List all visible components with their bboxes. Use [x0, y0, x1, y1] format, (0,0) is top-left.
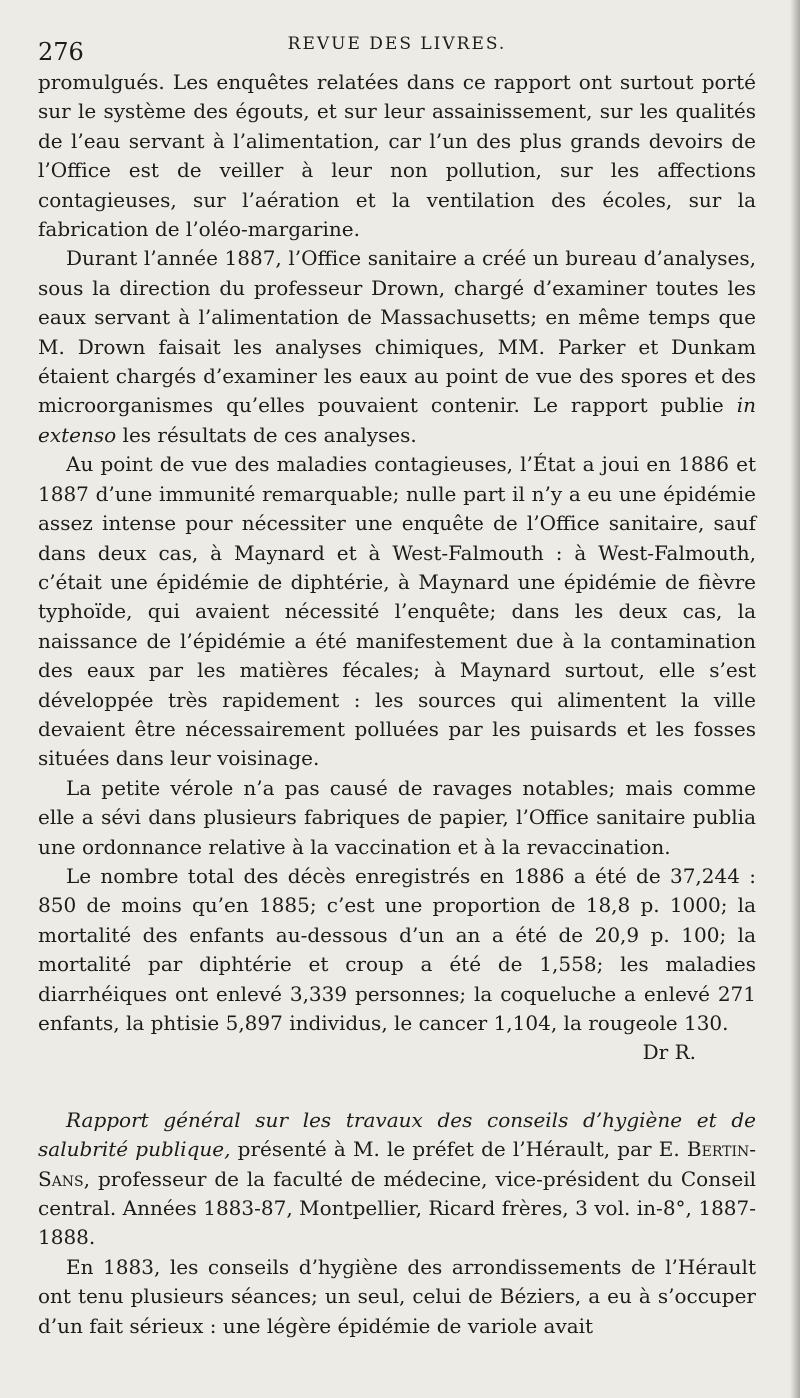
review-details: professeur de la faculté de médecine, vice-président du Conseil central. Années 1883-87, Montpellier, Ricard frères, 3 vol. in-8°, 1887-1888. [38, 1166, 756, 1250]
paragraph-analysis-bureau [38, 244, 756, 450]
running-head [38, 20, 756, 68]
review-text: présenté à M. le préfet de l’Hérault, par E. [237, 1137, 680, 1162]
paragraph-smallpox: La petite vérole n’a pas causé de ravages notables; mais comme elle a sévi dans plusieurs fabriques de papier, l’Office sanitaire publia une ordonnance relative à la vaccination et à la revaccination. [38, 775, 756, 859]
section-spacer [38, 1068, 756, 1106]
paragraph-continuation: promulgués. Les enquêtes relatées dans ce rapport ont surtout porté sur le système des égouts, et sur leur assainissement, sur les qualités de l’eau servant à l’alimentation, car l’un des plus grands devoirs de l’Office est de veiller à leur non pollution, sur les affections contagieuses, sur l’aération et la ventilation des écoles, sur la fabrication de l’oléo-margarine. [38, 70, 756, 242]
page-number: 276 [38, 38, 84, 66]
paragraph-mortality: Le nombre total des décès enregistrés en 1886 a été de 37,244 : 850 de moins qu’en 1885; c’est une proportion de 18,8 p. 1000; la mortalité des enfants au-dessous d’un an a été de 20,9 p. 100; la mortalité par diphtérie et croup a été de 1,558; les maladies diarrhéiques ont enlevé 3,339 personnes; la coqueluche a enlevé 271 enfants, la phtisie 5,897 individus, le cancer 1,104, la rougeole 130. [38, 863, 756, 1035]
review-citation [38, 1106, 756, 1253]
paragraph-herault: En 1883, les conseils d’hygiène des arrondissements de l’Hérault ont tenu plusieurs séances; un seul, celui de Béziers, a eu à s’occuper d’un fait sérieux : une légère épidémie de variole avait [38, 1254, 756, 1338]
signature: Dr R. [642, 1040, 696, 1065]
paragraph-text-end: les résultats de ces analyses. [122, 422, 417, 447]
review-author: Bertin-Sans, [38, 1137, 756, 1191]
review-title: Rapport général sur les travaux des conseils d’hygiène et de salubrité publique, [38, 1107, 756, 1162]
paragraph-text: Durant l’année 1887, l’Office sanitaire a créé un bureau d’analyses, sous la direction du professeur Drown, chargé d’examiner toutes les eaux servant à l’alimentation de Massachusetts; en même temps que M. Drown faisait les analyses chimiques, MM. Parker et Dunkam étaient chargés d’examiner les eaux au point de vue des spores et des microorganismes qu’elles pouvaient contenir. Le rapport publie [38, 246, 756, 418]
running-title: REVUE DES LIVRES. [287, 34, 507, 54]
paragraph-contagious-diseases: Au point de vue des maladies contagieuses, l’État a joui en 1886 et 1887 d’une immunité remarquable; nulle part il n’y a eu une épidémie assez intense pour nécessiter une enquête de l’Office sanitaire, sauf dans deux cas, à Maynard et à West-Falmouth : à West-Falmouth, c’était une épidémie de diphtérie, à Maynard une épidémie de fièvre typhoïde, qui avaient nécessité l’enquête; dans les deux cas, la naissance de l’épidémie a été manifestement due à la contamination des eaux par les matières fécales; à Maynard surtout, elle s’est développée très rapidement : les sources qui alimentent la ville devaient être nécessairement polluées par les puisards et les fosses situées dans leur voisinage. [38, 452, 756, 771]
italic-phrase: in extenso [38, 393, 756, 447]
